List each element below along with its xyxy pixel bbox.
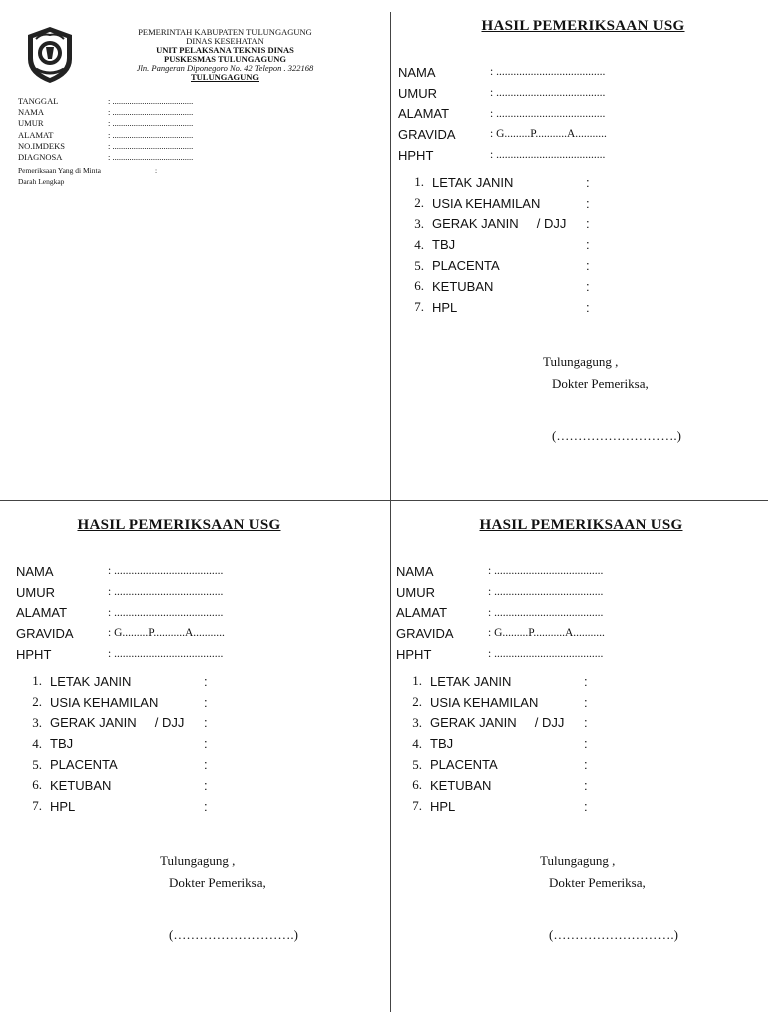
item-label: KETUBAN bbox=[430, 777, 492, 793]
usg-panel-top-right bbox=[398, 18, 768, 498]
item-number: 3. bbox=[414, 215, 424, 231]
exam-item-row bbox=[396, 671, 594, 692]
item-label: HPL bbox=[50, 798, 76, 814]
field-label: GRAVIDA bbox=[16, 625, 74, 641]
patient-field-row bbox=[16, 602, 225, 623]
letterhead-government: PEMERINTAH KABUPATEN TULUNGAGUNG bbox=[138, 27, 312, 37]
item-label: USIA KEHAMILAN bbox=[432, 195, 541, 211]
exam-item-row bbox=[16, 713, 214, 734]
item-label: KETUBAN bbox=[432, 278, 494, 294]
exam-item-row bbox=[16, 796, 214, 817]
usg-title: HASIL PEMERIKSAAN USG bbox=[77, 517, 281, 533]
field-label: TANGGAL bbox=[18, 96, 59, 106]
item-number: 5. bbox=[412, 756, 422, 772]
item-number: 7. bbox=[414, 299, 424, 315]
field-blank: : ...................................... bbox=[108, 129, 194, 140]
exam-item-row bbox=[16, 754, 214, 775]
patient-field-row bbox=[396, 582, 605, 603]
field-blank: : ...................................... bbox=[108, 606, 224, 619]
requested-exam bbox=[18, 166, 157, 187]
letterhead-city: TULUNGAGUNG bbox=[190, 72, 259, 82]
letterhead-department: DINAS KESEHATAN bbox=[186, 36, 264, 46]
item-colon: : bbox=[584, 736, 588, 752]
field-label: NAMA bbox=[398, 64, 436, 80]
field-blank: : ...................................... bbox=[490, 149, 606, 162]
exam-item-row bbox=[16, 733, 214, 754]
field-blank: : ...................................... bbox=[490, 107, 606, 120]
patient-field-row bbox=[396, 623, 605, 644]
field-blank: : ...................................... bbox=[108, 565, 224, 578]
vertical-cut-line bbox=[390, 12, 391, 1012]
signature-doctor-label: Dokter Pemeriksa, bbox=[549, 875, 646, 890]
item-colon: : bbox=[584, 715, 588, 731]
signature-doctor-label: Dokter Pemeriksa, bbox=[552, 376, 649, 391]
exam-item-row bbox=[396, 796, 594, 817]
field-blank: : G.........P...........A........... bbox=[490, 128, 607, 141]
field-label: HPHT bbox=[398, 147, 434, 163]
item-label: HPL bbox=[430, 798, 456, 814]
field-blank: : ...................................... bbox=[488, 606, 604, 619]
field-blank: : ...................................... bbox=[488, 565, 604, 578]
item-label: GERAK JANIN / DJJ bbox=[432, 216, 567, 232]
item-number: 2. bbox=[32, 694, 42, 710]
item-colon: : bbox=[586, 216, 590, 232]
exam-item-row bbox=[398, 276, 596, 297]
patient-fields bbox=[398, 62, 607, 165]
item-number: 6. bbox=[32, 777, 42, 793]
referral-field-row bbox=[18, 118, 193, 129]
item-label: LETAK JANIN bbox=[430, 673, 512, 689]
field-label: DIAGNOSA bbox=[18, 151, 63, 162]
exam-item-row bbox=[16, 775, 214, 796]
item-number: 2. bbox=[412, 694, 422, 710]
item-colon: : bbox=[204, 715, 208, 731]
exam-item-row bbox=[16, 692, 214, 713]
referral-field-row bbox=[18, 141, 193, 152]
usg-title: HASIL PEMERIKSAAN USG bbox=[479, 517, 683, 533]
signature-blank: (……………………….) bbox=[169, 927, 298, 942]
item-number: 1. bbox=[412, 673, 422, 689]
exam-items bbox=[16, 671, 214, 817]
field-label: NO.IMDEKS bbox=[18, 140, 65, 151]
item-number: 1. bbox=[414, 174, 424, 190]
referral-fields bbox=[18, 96, 193, 163]
field-blank: : ...................................... bbox=[108, 96, 194, 106]
item-number: 6. bbox=[414, 278, 424, 294]
field-label: GRAVIDA bbox=[396, 625, 454, 641]
item-number: 6. bbox=[412, 777, 422, 793]
field-blank: : ...................................... bbox=[490, 66, 606, 79]
item-number: 7. bbox=[412, 798, 422, 814]
item-colon: : bbox=[204, 798, 208, 814]
field-label: ALAMAT bbox=[16, 605, 68, 621]
item-colon: : bbox=[586, 258, 590, 274]
patient-fields bbox=[16, 561, 225, 664]
item-number: 5. bbox=[414, 257, 424, 273]
item-label: KETUBAN bbox=[50, 777, 112, 793]
field-label: UMUR bbox=[396, 584, 435, 600]
item-label: TBJ bbox=[50, 736, 74, 752]
item-label: TBJ bbox=[432, 237, 456, 253]
usg-panel-bottom-right bbox=[396, 517, 766, 997]
item-label: USIA KEHAMILAN bbox=[50, 694, 159, 710]
field-label: NAMA bbox=[16, 563, 54, 579]
item-colon: : bbox=[584, 673, 588, 689]
letterhead-address: Jln. Pangeran Diponegoro No. 42 Telepon . 322168 bbox=[136, 63, 314, 73]
field-label: GRAVIDA bbox=[398, 126, 456, 142]
letterhead bbox=[110, 28, 340, 82]
item-number: 5. bbox=[32, 756, 42, 772]
referral-field-row bbox=[18, 107, 193, 118]
item-label: PLACENTA bbox=[430, 757, 498, 773]
item-colon: : bbox=[204, 736, 208, 752]
field-label: NAMA bbox=[18, 107, 44, 118]
item-label: GERAK JANIN / DJJ bbox=[430, 715, 565, 731]
patient-field-row bbox=[396, 602, 605, 623]
exam-item-row bbox=[398, 297, 596, 318]
usg-title: HASIL PEMERIKSAAN USG bbox=[481, 18, 685, 34]
field-blank: : ...................................... bbox=[108, 648, 224, 661]
item-number: 3. bbox=[32, 714, 42, 730]
field-blank: : ...................................... bbox=[108, 118, 194, 129]
item-colon: : bbox=[586, 195, 590, 211]
exam-items bbox=[398, 172, 596, 318]
signature-city: Tulungagung , bbox=[543, 354, 619, 369]
requested-exam-label: Pemeriksaan Yang di Minta bbox=[18, 166, 101, 175]
letterhead-unit: UNIT PELAKSANA TEKNIS DINAS bbox=[156, 45, 294, 55]
referral-form bbox=[0, 0, 388, 498]
field-blank: : ...................................... bbox=[108, 140, 194, 151]
item-label: PLACENTA bbox=[50, 757, 118, 773]
field-blank: : ...................................... bbox=[108, 107, 194, 118]
exam-items bbox=[396, 671, 594, 817]
patient-field-row bbox=[16, 623, 225, 644]
item-label: TBJ bbox=[430, 736, 454, 752]
item-number: 3. bbox=[412, 714, 422, 730]
item-label: LETAK JANIN bbox=[432, 174, 514, 190]
patient-fields bbox=[396, 561, 605, 664]
patient-field-row bbox=[396, 644, 605, 665]
signature-city: Tulungagung , bbox=[540, 853, 616, 868]
requested-exam-item: Darah Lengkap bbox=[18, 176, 65, 186]
item-colon: : bbox=[586, 174, 590, 190]
field-blank: : G.........P...........A........... bbox=[108, 627, 225, 640]
item-label: USIA KEHAMILAN bbox=[430, 694, 539, 710]
exam-item-row bbox=[398, 193, 596, 214]
field-label: ALAMAT bbox=[398, 106, 450, 122]
exam-item-row bbox=[398, 214, 596, 235]
item-colon: : bbox=[586, 278, 590, 294]
requested-exam-colon: : bbox=[155, 166, 158, 175]
item-colon: : bbox=[204, 673, 208, 689]
signature-doctor-label: Dokter Pemeriksa, bbox=[169, 875, 266, 890]
patient-field-row bbox=[398, 83, 607, 104]
horizontal-cut-line bbox=[0, 500, 768, 501]
item-label: PLACENTA bbox=[432, 258, 500, 274]
field-blank: : ...................................... bbox=[488, 648, 604, 661]
patient-field-row bbox=[16, 582, 225, 603]
field-label: NAMA bbox=[396, 563, 434, 579]
field-label: HPHT bbox=[396, 646, 432, 662]
item-label: LETAK JANIN bbox=[50, 673, 132, 689]
item-number: 2. bbox=[414, 195, 424, 211]
signature-blank: (……………………….) bbox=[552, 428, 681, 443]
patient-field-row bbox=[16, 644, 225, 665]
field-label: UMUR bbox=[18, 118, 44, 129]
exam-item-row bbox=[396, 692, 594, 713]
field-label: UMUR bbox=[398, 85, 437, 101]
item-label: GERAK JANIN / DJJ bbox=[50, 715, 185, 731]
item-colon: : bbox=[584, 777, 588, 793]
signature-blank: (……………………….) bbox=[549, 927, 678, 942]
item-colon: : bbox=[584, 798, 588, 814]
item-colon: : bbox=[204, 777, 208, 793]
patient-field-row bbox=[396, 561, 605, 582]
item-colon: : bbox=[586, 299, 590, 315]
field-blank: : G.........P...........A........... bbox=[488, 627, 605, 640]
item-colon: : bbox=[586, 237, 590, 253]
exam-item-row bbox=[16, 671, 214, 692]
item-number: 4. bbox=[414, 236, 424, 252]
exam-item-row bbox=[398, 234, 596, 255]
item-number: 1. bbox=[32, 673, 42, 689]
item-colon: : bbox=[204, 694, 208, 710]
field-label: ALAMAT bbox=[396, 605, 448, 621]
exam-item-row bbox=[396, 775, 594, 796]
regency-emblem-icon bbox=[24, 25, 76, 85]
field-label: ALAMAT bbox=[18, 129, 54, 140]
patient-field-row bbox=[16, 561, 225, 582]
referral-field-row bbox=[18, 152, 193, 163]
field-blank: : ...................................... bbox=[488, 586, 604, 599]
item-label: HPL bbox=[432, 299, 458, 315]
patient-field-row bbox=[398, 62, 607, 83]
item-number: 4. bbox=[412, 735, 422, 751]
field-label: HPHT bbox=[16, 646, 52, 662]
exam-item-row bbox=[396, 754, 594, 775]
exam-item-row bbox=[398, 172, 596, 193]
exam-item-row bbox=[396, 713, 594, 734]
patient-field-row bbox=[398, 124, 607, 145]
patient-field-row bbox=[398, 145, 607, 166]
field-blank: : ...................................... bbox=[108, 151, 194, 162]
letterhead-puskesmas: PUSKESMAS TULUNGAGUNG bbox=[164, 54, 286, 64]
item-number: 4. bbox=[32, 735, 42, 751]
requested-exam-row bbox=[18, 166, 157, 177]
item-number: 7. bbox=[32, 798, 42, 814]
item-colon: : bbox=[204, 757, 208, 773]
referral-field-row bbox=[18, 130, 193, 141]
patient-field-row bbox=[398, 103, 607, 124]
field-label: UMUR bbox=[16, 584, 55, 600]
exam-item-row bbox=[396, 733, 594, 754]
field-blank: : ...................................... bbox=[108, 586, 224, 599]
signature-city: Tulungagung , bbox=[160, 853, 236, 868]
referral-field-row bbox=[18, 96, 193, 107]
exam-item-row bbox=[398, 255, 596, 276]
usg-panel-bottom-left bbox=[16, 517, 386, 997]
item-colon: : bbox=[584, 694, 588, 710]
field-blank: : ...................................... bbox=[490, 87, 606, 100]
item-colon: : bbox=[584, 757, 588, 773]
